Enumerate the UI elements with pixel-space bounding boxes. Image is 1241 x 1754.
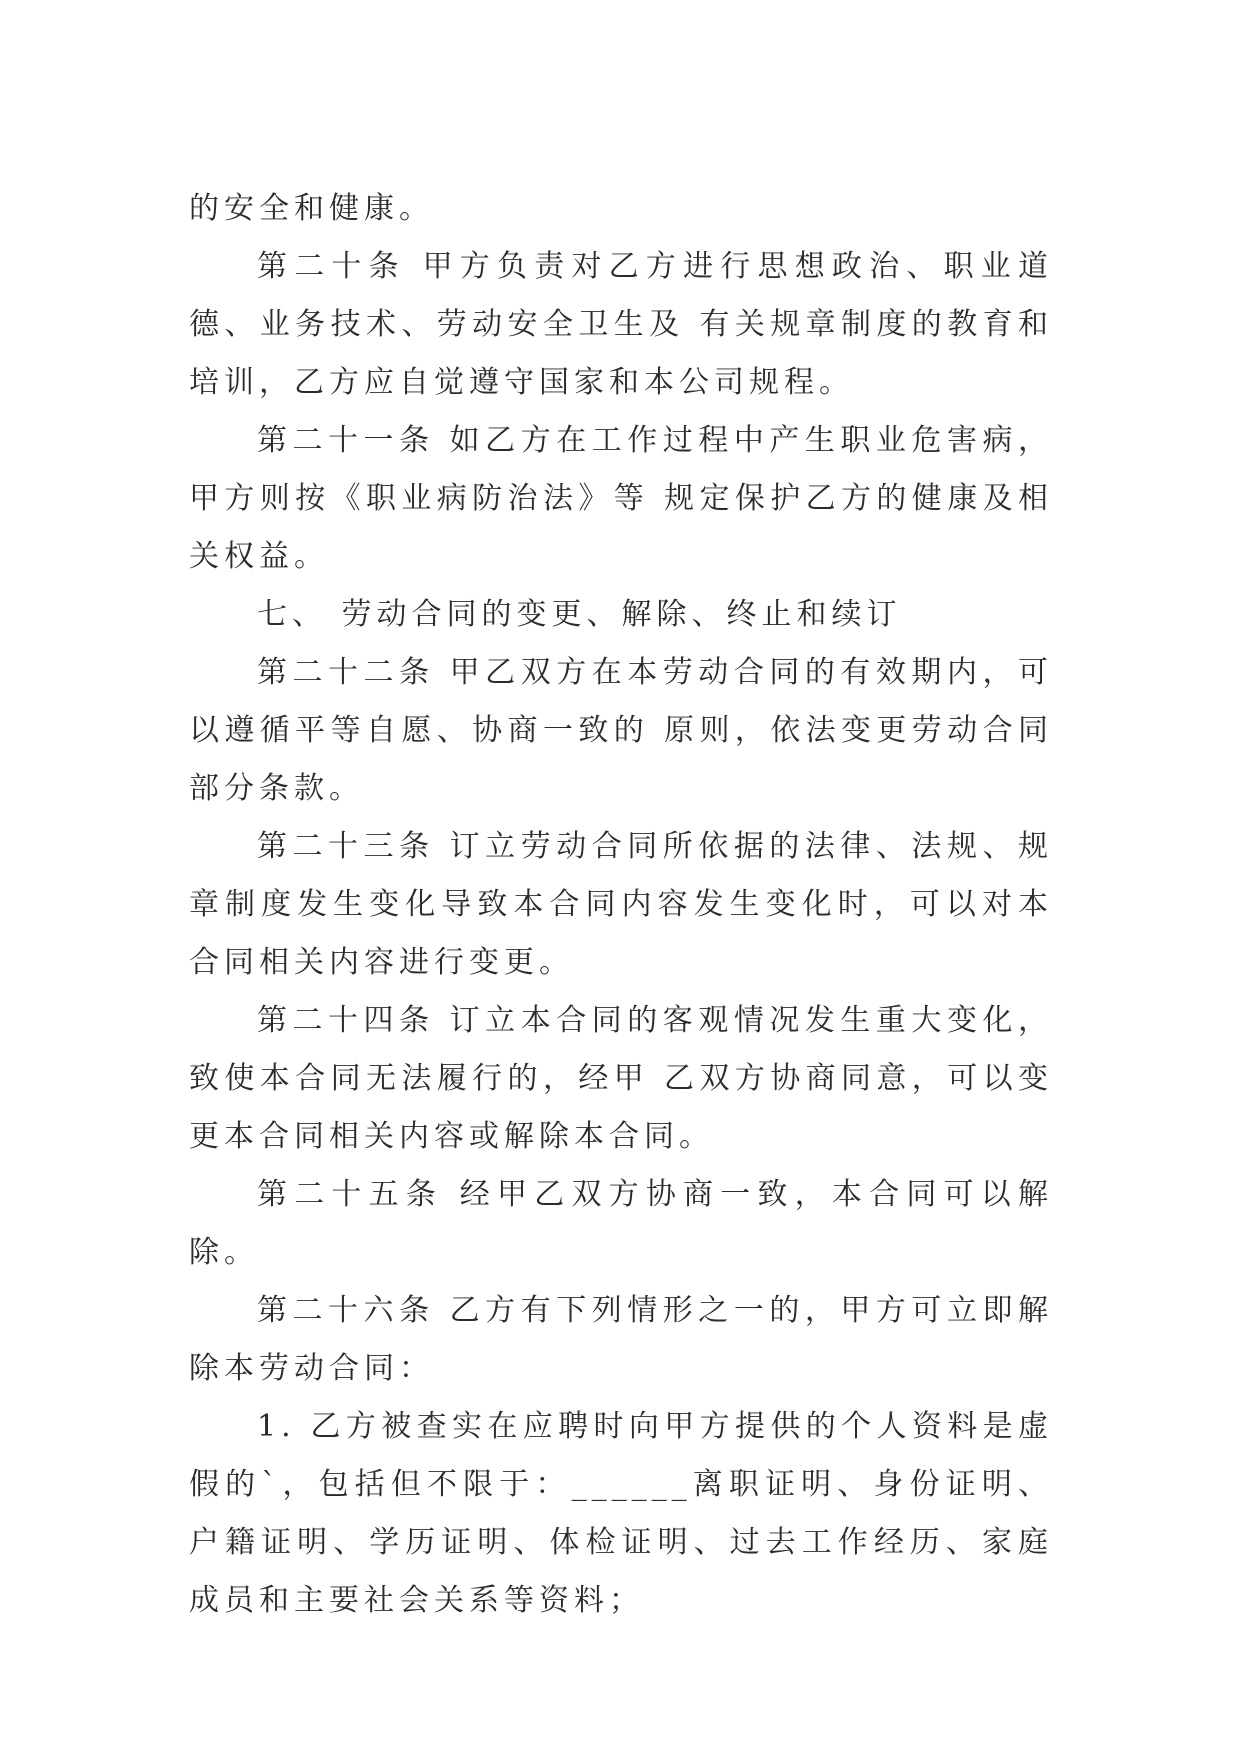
article-20: 第二十条 甲方负责对乙方进行思想政治、职业道德、业务技术、劳动安全卫生及 有关规章制度的教育和培训，乙方应自觉遵守国家和本公司规程。 (189, 249, 1053, 400)
article-26: 第二十六条 乙方有下列情形之一的，甲方可立即解除本劳动合同： (189, 1293, 1053, 1386)
article-21: 第二十一条 如乙方在工作过程中产生职业危害病，甲方则按《职业病防治法》等 规定保护乙方的健康及相关权益。 (189, 423, 1053, 574)
document-body (189, 180, 1053, 1630)
article-22: 第二十二条 甲乙双方在本劳动合同的有效期内，可以遵循平等自愿、协商一致的 原则，依法变更劳动合同部分条款。 (189, 655, 1053, 806)
article-26-item-1: 1. 乙方被查实在应聘时向甲方提供的个人资料是虚假的`，包括但不限于：______离职证明、身份证明、户籍证明、学历证明、体检证明、过去工作经历、家庭成员和主要社会关系等资料； (189, 1409, 1053, 1618)
article-25: 第二十五条 经甲乙双方协商一致，本合同可以解除。 (189, 1177, 1053, 1270)
article-24: 第二十四条 订立本合同的客观情况发生重大变化，致使本合同无法履行的，经甲 乙双方协商同意，可以变更本合同相关内容或解除本合同。 (189, 1003, 1053, 1154)
section-heading-7: 七、 劳动合同的变更、解除、终止和续订 (257, 597, 902, 632)
paragraph-1: 的安全和健康。 (189, 191, 434, 226)
article-23: 第二十三条 订立劳动合同所依据的法律、法规、规章制度发生变化导致本合同内容发生变化时，可以对本合同相关内容进行变更。 (189, 829, 1053, 980)
